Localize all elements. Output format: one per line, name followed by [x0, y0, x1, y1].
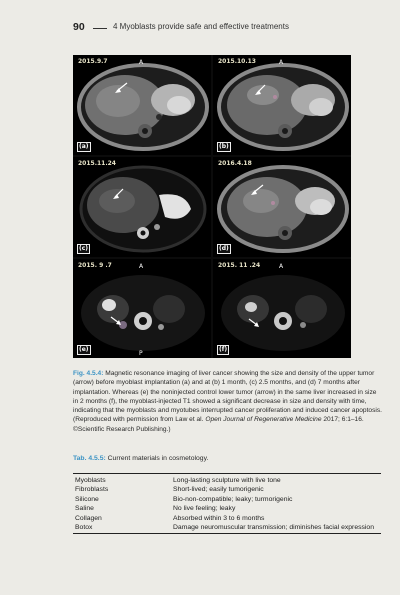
mri-image-a — [73, 55, 211, 155]
table-bottom-rule — [73, 533, 381, 534]
svg-text:A: A — [279, 263, 284, 270]
panel-label: (a) — [79, 143, 89, 150]
panel-label: (d) — [219, 245, 229, 252]
mri-image-b — [213, 55, 351, 155]
panel-date: 2015.9.7 — [78, 58, 108, 65]
mri-panel-d — [213, 157, 351, 257]
panel-label: (f) — [219, 346, 228, 353]
property-cell: No live feeling; leaky — [173, 505, 236, 513]
mri-image-d — [213, 157, 351, 257]
property-cell: Bio-non-compatible; leaky; turmorigenic — [173, 495, 293, 503]
panel-date: 2015.11.24 — [78, 160, 116, 167]
svg-text:A: A — [139, 263, 144, 270]
material-cell: Fibroblasts — [75, 486, 109, 494]
panel-label: (c) — [79, 245, 89, 252]
mri-image-e — [73, 259, 211, 358]
material-cell: Botox — [75, 523, 93, 531]
material-cell: Silicone — [75, 495, 99, 503]
caption-label: Fig. 4.5.4: — [73, 370, 104, 377]
table-row — [73, 485, 381, 494]
materials-table — [73, 476, 381, 532]
property-cell: Short-lived; easily tumorigenic — [173, 486, 264, 494]
mri-panel-c — [73, 157, 211, 257]
panel-date: 2016.4.18 — [218, 160, 252, 167]
svg-text:P: P — [139, 350, 143, 357]
table-label: Tab. 4.5.5: — [73, 455, 106, 462]
mri-image-f — [213, 259, 351, 358]
mri-panel-a — [73, 55, 211, 155]
svg-text:A: A — [279, 59, 284, 66]
caption-citation: 2017; 6:1–16. ©Scientific Research Publishing.) — [73, 416, 364, 433]
mri-panel-e — [73, 259, 211, 358]
property-cell: Absorbed within 3 to 6 months — [173, 514, 265, 522]
panel-label: (e) — [79, 346, 89, 353]
material-cell: Collagen — [75, 514, 102, 522]
table-row — [73, 504, 381, 513]
table-row — [73, 495, 381, 504]
mri-figure — [73, 55, 351, 358]
table-row — [73, 523, 381, 532]
material-cell: Saline — [75, 505, 94, 513]
caption-journal: Open Journal of Regenerative Medicine — [205, 416, 322, 424]
mri-panel-f — [213, 259, 351, 358]
page-number: 90 — [73, 21, 85, 33]
table-title — [73, 455, 208, 462]
panel-label: (b) — [219, 143, 229, 150]
mri-panel-b — [213, 55, 351, 155]
panel-date: 2015. 9 .7 — [78, 262, 112, 269]
material-cell: Myoblasts — [75, 477, 106, 484]
table-row — [73, 476, 381, 485]
chapter-title: 4 Myoblasts provide safe and effective treatments — [113, 22, 289, 31]
property-cell: Damage neuromuscular transmission; diminishes facial expression — [173, 523, 374, 531]
mri-image-c — [73, 157, 211, 257]
table-title-text: Current materials in cosmetology. — [107, 455, 209, 462]
table-row — [73, 514, 381, 523]
running-header — [73, 21, 373, 35]
table-top-rule — [73, 473, 381, 474]
header-rule — [93, 28, 107, 29]
caption-text: Magnetic resonance imaging of liver cancer showing the size and density of the upper tumor (arrow) before myoblast implantation (a) and at (b) 1 month, (c) 2.5 months, and (d) 7 months after implantation. Whereas (e) the noninjected control lower tumor (arrow) in the same liver increased in size in 2 months (f), the myoblast-injected T1 showed a significant decrease in size and density with time, indicating that the myoblasts and myotubes interrupted cancer proliferation and induced cancer apoptosis. (Reproduced with permission from Law et al. — [73, 370, 382, 424]
svg-text:A: A — [139, 59, 144, 66]
panel-date: 2015.10.13 — [218, 58, 256, 65]
figure-caption — [73, 369, 383, 434]
panel-date: 2015. 11 .24 — [218, 262, 261, 269]
property-cell: Long-lasting sculpture with live tone — [173, 477, 281, 484]
